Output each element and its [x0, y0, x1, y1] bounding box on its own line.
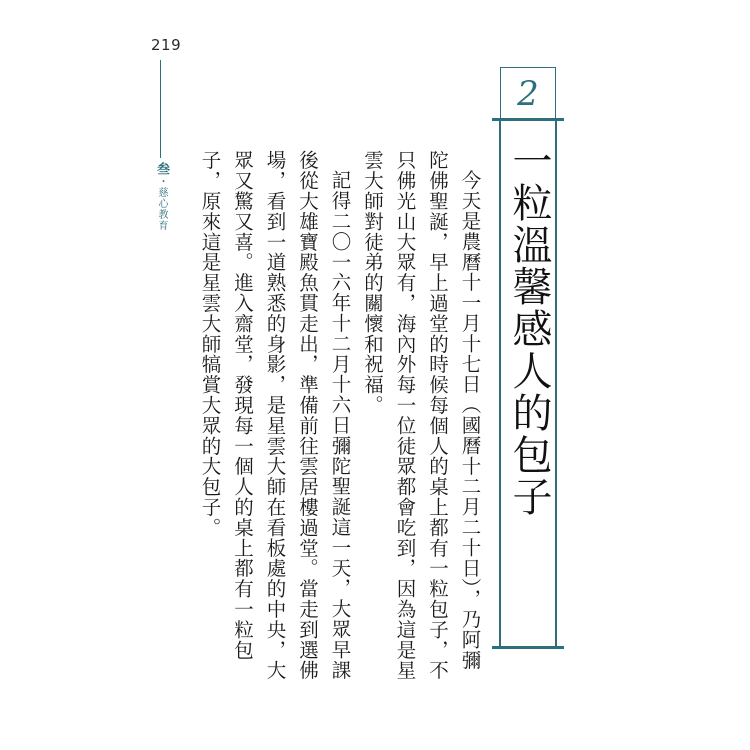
running-head-part: 叁: [154, 162, 169, 176]
page-number: 219: [151, 36, 182, 54]
chapter-number-badge: 2: [500, 67, 556, 120]
running-head-section: 慈心教育: [156, 187, 167, 231]
title-frame-top-rule: [492, 118, 564, 121]
running-head: [153, 162, 169, 231]
title-frame-bottom-rule: [492, 646, 564, 649]
chapter-title: 一粒溫馨感人的包子: [506, 140, 552, 518]
running-head-rule: [160, 60, 161, 158]
body-text: [193, 150, 486, 690]
running-head-separator: ・: [156, 176, 167, 187]
paragraph: 今天是農曆十一月十七日（國曆十二月二十日），乃阿彌陀佛聖誕，早上過堂的時候每個人的桌上都有一粒包子，不只佛光山大眾有，海內外每一位徒眾都會吃到，因為這是星雲大師對徒弟的關懷和祝福。: [361, 150, 482, 681]
paragraph: 記得二〇一六年十二月十六日彌陀聖誕這一天，大眾早課後從大雄寶殿魚貫走出，準備前往雲居樓過堂。當走到選佛場，看到一道熟悉的身影，是星雲大師在看板處的中央，大眾又驚又喜。進入齋堂，發現每一個人的桌上都有一粒包子，原來這是星雲大師犒賞大眾的大包子。: [198, 150, 352, 681]
